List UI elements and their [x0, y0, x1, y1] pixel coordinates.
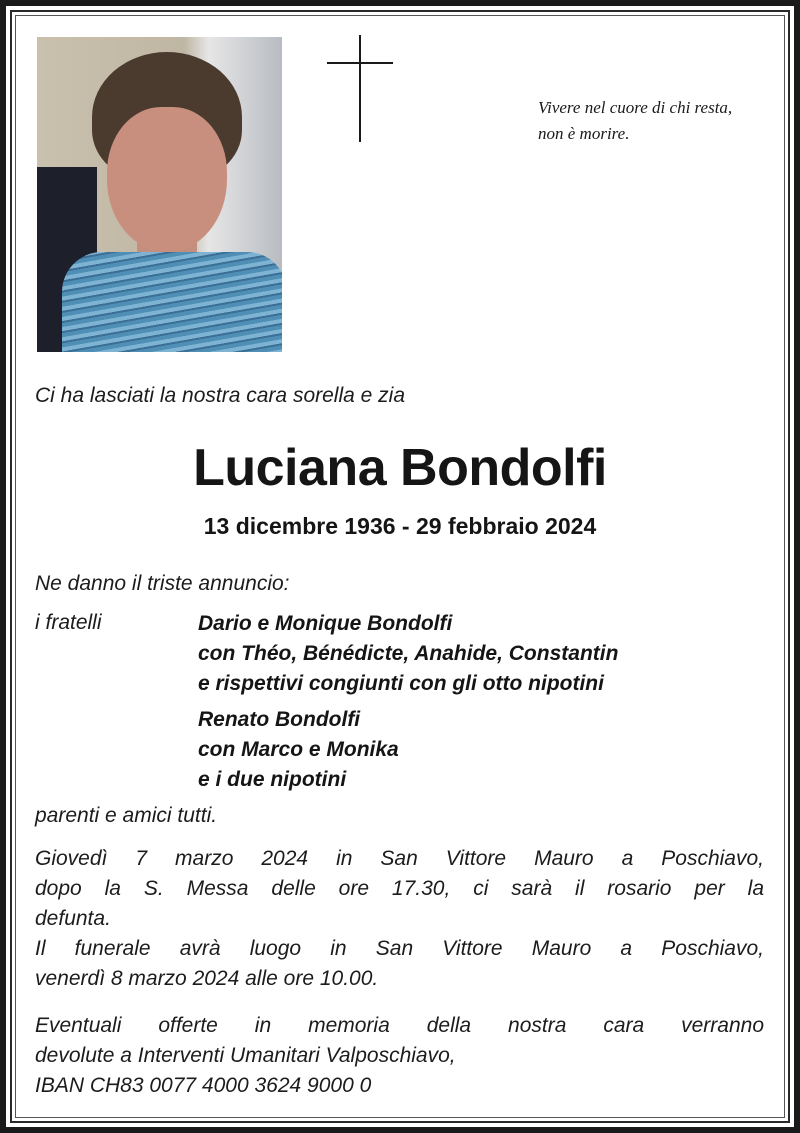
iban-line: IBAN CH83 0077 4000 3624 9000 0 — [35, 1074, 372, 1097]
life-dates: 13 dicembre 1936 - 29 febbraio 2024 — [203, 513, 597, 539]
family-label: i fratelli — [35, 611, 102, 634]
portrait-photo — [37, 37, 282, 352]
ceremony-line: defunta. — [35, 907, 111, 930]
deceased-name: Luciana Bondolfi — [193, 439, 607, 497]
latin-cross-icon — [327, 35, 393, 142]
ceremony-line: venerdì 8 marzo 2024 alle ore 10.00. — [35, 967, 379, 990]
family-line: con Théo, Bénédicte, Anahide, Constantin — [198, 642, 619, 665]
intro-text: Ci ha lasciati la nostra cara sorella e zia — [35, 384, 406, 407]
donations-paragraph — [35, 1011, 764, 1101]
family-line: Renato Bondolfi — [198, 708, 361, 731]
ceremony-line: Il funerale avrà luogo in San Vittore Mauro a Poschiavo, — [35, 937, 764, 960]
ceremony-line: dopo la S. Messa delle ore 17.30, ci sarà il rosario per la — [35, 877, 764, 900]
cross-vertical-bar — [359, 35, 361, 142]
photo-face — [107, 107, 227, 252]
cross-horizontal-bar — [327, 62, 393, 64]
family-line: con Marco e Monika — [198, 738, 399, 761]
family-group-1 — [198, 609, 618, 699]
death-notice-sheet — [6, 6, 794, 1127]
family-line: e rispettivi congiunti con gli otto nipotini — [198, 672, 604, 695]
memorial-motto — [538, 95, 778, 147]
family-line: e i due nipotini — [198, 768, 347, 791]
motto-line-1: Vivere nel cuore di chi resta, — [538, 98, 733, 117]
relatives-text: parenti e amici tutti. — [35, 804, 218, 827]
family-line: Dario e Monique Bondolfi — [198, 612, 453, 635]
announcement-heading: Ne danno il triste annuncio: — [35, 572, 290, 595]
motto-line-2: non è morire. — [538, 124, 630, 143]
donation-line: Eventuali offerte in memoria della nostra cara verranno — [35, 1014, 764, 1037]
family-group-2 — [198, 705, 399, 795]
ceremony-paragraph — [35, 844, 764, 994]
photo-shirt — [62, 252, 282, 352]
ceremony-line: Giovedì 7 marzo 2024 in San Vittore Mauro a Poschiavo, — [35, 847, 764, 870]
donation-line: devolute a Interventi Umanitari Valposchiavo, — [35, 1044, 456, 1067]
